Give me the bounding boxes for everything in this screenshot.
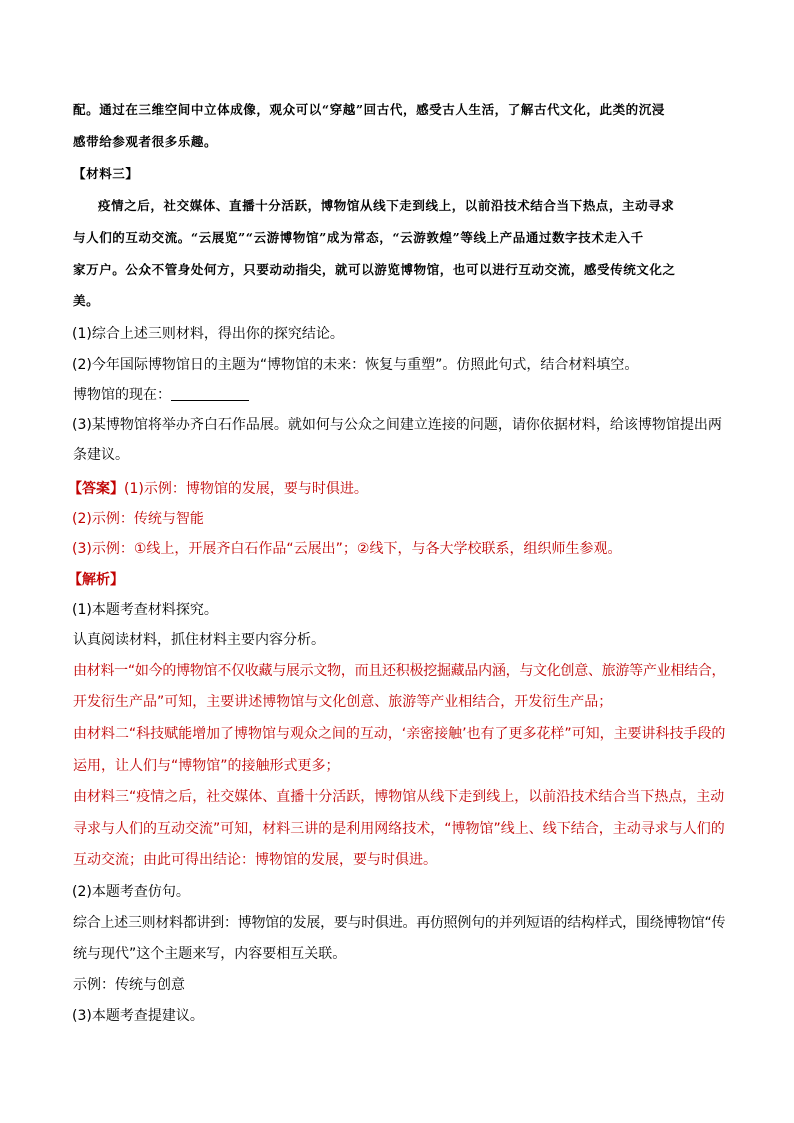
analysis-line10: (2)本题考查仿句。 [72, 884, 190, 900]
answer-blank [171, 386, 249, 401]
answer-1: (1)示例：博物馆的发展，要与时俱进。 [124, 481, 368, 497]
analysis-line9: 互动交流；由此可得出结论：博物馆的发展，要与时俱进。 [73, 852, 437, 868]
answer-3 [72, 538, 621, 558]
answer-3-part2: 线下，与各大学校联系，组织师生参观。 [369, 541, 622, 557]
analysis-line8: 寻求与人们的互动交流”可知，材料三讲的是利用网络技术，“博物馆”线上、线下结合，主动寻求与人们的 [73, 821, 725, 837]
material3-line3: 家万户。公众不管身处何方，只要动动指尖，就可以游览博物馆，也可以进行互动交流，感受传统文化之 [73, 262, 676, 277]
answer-3-part1: 线上，开展齐白石作品“云展出”； [146, 541, 357, 557]
analysis-line12: 统与现代”这个主题来写，内容要相互关联。 [73, 946, 347, 962]
analysis-label: 【解析】 [68, 572, 124, 588]
answer-3-mark1: ① [133, 541, 147, 557]
question-3-line1: (3)某博物馆将举办齐白石作品展。就如何与公众之间建立连接的问题，请你依据材料，给该博物馆提出两 [72, 417, 722, 433]
analysis-line7: 由材料三“疫情之后，社交媒体、直播十分活跃，博物馆从线下走到线上，以前沿技术结合当下热点，主动 [73, 789, 725, 805]
question-2: (2)今年国际博物馆日的主题为“博物馆的未来：恢复与重塑”。仿照此句式，结合材料填空。 [72, 357, 639, 373]
question-2-fill [73, 384, 249, 404]
analysis-line3: 由材料一“如今的博物馆不仅收藏与展示文物，而且还积极挖掘藏品内涵，与文化创意、旅游等产业相结合， [73, 663, 726, 679]
material3-heading: 【材料三】 [73, 166, 139, 181]
analysis-line1: (1)本题考查材料探究。 [72, 602, 218, 618]
material2-tail-line2: 感带给参观者很多乐趣。 [73, 134, 218, 149]
analysis-line5: 由材料二“科技赋能增加了博物馆与观众之间的互动，‘亲密接触’也有了更多花样”可知，主要讲科技手段的 [73, 726, 726, 742]
material3-line2: 与人们的互动交流。“云展览”“云游博物馆”成为常态，“云游敦煌”等线上产品通过数字技术走入千 [73, 230, 644, 245]
answer-label: 【答案】 [68, 481, 124, 497]
material3-line4: 美。 [73, 293, 100, 308]
answer-3-mark2: ② [356, 541, 370, 557]
question-1: (1)综合上述三则材料，得出你的探究结论。 [72, 326, 344, 342]
answer-3-prefix: (3)示例： [72, 541, 134, 557]
question-2-prompt: 博物馆的现在： [73, 387, 171, 403]
question-3-line2: 条建议。 [73, 447, 129, 463]
material2-tail-line1: 配。通过在三维空间中立体成像，观众可以“穿越”回古代，感受古人生活，了解古代文化，此类的沉浸 [73, 102, 665, 117]
analysis-line6: 运用，让人们与“博物馆”的接触形式更多； [73, 758, 340, 774]
answer-line1 [68, 478, 368, 498]
material3-line1: 疫情之后，社交媒体、直播十分活跃，博物馆从线下走到线上，以前沿技术结合当下热点，主动寻求 [98, 198, 675, 213]
analysis-line4: 开发衍生产品”可知，主要讲述博物馆与文化创意、旅游等产业相结合，开发衍生产品； [73, 694, 613, 710]
analysis-line13: 示例：传统与创意 [73, 977, 185, 993]
analysis-line14: (3)本题考查提建议。 [72, 1008, 204, 1024]
analysis-line2: 认真阅读材料，抓住材料主要内容分析。 [73, 632, 325, 648]
analysis-line11: 综合上述三则材料都讲到：博物馆的发展，要与时俱进。再仿照例句的并列短语的结构样式，围绕博物馆“传 [73, 915, 726, 931]
answer-2: (2)示例：传统与智能 [72, 511, 204, 527]
